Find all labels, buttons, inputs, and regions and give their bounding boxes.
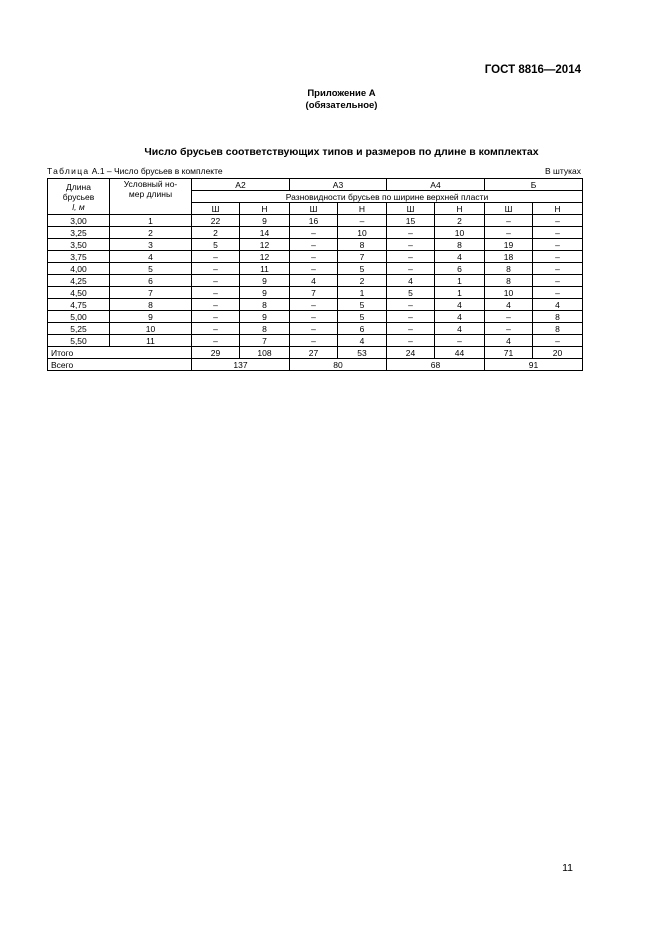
count-cell: – [192,275,240,287]
section-title [0,146,661,158]
count-cell: 16 [290,215,338,227]
count-cell: 7 [240,335,290,347]
standard-code: ГОСТ 8816—2014 [484,64,581,76]
table-row [48,335,583,347]
length-cell: 5,50 [48,335,110,347]
length-cell: 5,25 [48,323,110,335]
count-cell: 4 [290,275,338,287]
count-cell: – [290,323,338,335]
table-caption-prefix: Таблица [47,166,90,176]
count-cell: 1 [338,287,387,299]
number-header [110,179,192,215]
count-cell: – [192,323,240,335]
count-cell: – [290,299,338,311]
count-cell: 12 [240,251,290,263]
length-number-cell: 9 [110,311,192,323]
length-cell: 3,50 [48,239,110,251]
vsego-cell: 137 [192,359,290,371]
count-cell: 1 [435,287,485,299]
table-header-row [48,179,583,191]
count-cell: 4 [485,335,533,347]
itogo-cell: 71 [485,347,533,359]
count-cell: – [533,275,583,287]
vsego-cell: 68 [387,359,485,371]
vsego-label: Всего [48,359,192,371]
count-cell: – [290,239,338,251]
appendix-heading [0,88,661,112]
count-cell: – [533,251,583,263]
length-header-line: Длина [66,181,91,192]
count-cell: 2 [435,215,485,227]
count-cell: 6 [435,263,485,275]
length-number-cell: 8 [110,299,192,311]
group-header-a2: А2 [192,179,290,191]
count-cell: 1 [435,275,485,287]
count-cell: – [387,263,435,275]
table-row [48,239,583,251]
appendix-status: (обязательное) [305,100,378,111]
length-number-cell: 3 [110,239,192,251]
count-cell: 8 [435,239,485,251]
count-cell: – [387,251,435,263]
count-cell: 4 [533,299,583,311]
itogo-row [48,347,583,359]
length-cell: 3,00 [48,215,110,227]
count-cell: 5 [338,299,387,311]
length-number-cell: 11 [110,335,192,347]
page-number: 11 [562,862,573,874]
table-row [48,263,583,275]
table-caption-text: А.1 – Число брусьев в комплекте [89,166,223,176]
count-cell: 8 [338,239,387,251]
count-cell: 14 [240,227,290,239]
length-cell: 3,25 [48,227,110,239]
count-cell: 5 [338,311,387,323]
count-cell: – [192,263,240,275]
count-cell: 6 [338,323,387,335]
count-cell: – [387,323,435,335]
length-number-cell: 6 [110,275,192,287]
itogo-cell: 44 [435,347,485,359]
count-cell: 4 [387,275,435,287]
subcol-header: Н [338,203,387,215]
length-header [48,179,110,215]
vsego-row [48,359,583,371]
count-cell: – [192,251,240,263]
count-cell: 8 [240,299,290,311]
table-units: В штуках [545,166,581,176]
count-cell: – [290,311,338,323]
count-cell: 5 [338,263,387,275]
count-cell: 22 [192,215,240,227]
count-cell: 8 [533,311,583,323]
itogo-cell: 20 [533,347,583,359]
section-title-text: Число брусьев соответствующих типов и размеров по длине в комплектах [144,146,539,158]
number-header-line: Условный но- [123,179,178,189]
count-cell: 8 [533,323,583,335]
count-cell: 9 [240,311,290,323]
group-header-a4: А4 [387,179,485,191]
itogo-cell: 53 [338,347,387,359]
length-number-cell: 4 [110,251,192,263]
count-cell: – [192,335,240,347]
table-row [48,299,583,311]
group-header-a3: А3 [290,179,387,191]
count-cell: 4 [435,323,485,335]
length-cell: 4,25 [48,275,110,287]
length-cell: 4,50 [48,287,110,299]
group-header-b: Б [485,179,583,191]
count-cell: 4 [338,335,387,347]
table-row [48,227,583,239]
count-cell: 10 [435,227,485,239]
itogo-label: Итого [48,347,192,359]
count-cell: 8 [240,323,290,335]
table-row [48,287,583,299]
count-cell: 10 [485,287,533,299]
length-cell: 4,75 [48,299,110,311]
length-number-cell: 1 [110,215,192,227]
count-cell: – [387,335,435,347]
count-cell: – [533,215,583,227]
count-cell: – [533,287,583,299]
count-cell: 18 [485,251,533,263]
length-number-cell: 2 [110,227,192,239]
count-cell: 10 [338,227,387,239]
number-header-line: мер длины [128,189,173,199]
subcol-header: Ш [387,203,435,215]
length-cell: 4,00 [48,263,110,275]
length-number-cell: 5 [110,263,192,275]
count-cell: – [387,227,435,239]
count-cell: 9 [240,287,290,299]
table-row [48,215,583,227]
subcol-header: Н [533,203,583,215]
length-number-cell: 10 [110,323,192,335]
subcol-header: Н [240,203,290,215]
count-cell: 5 [192,239,240,251]
subcol-header: Ш [290,203,338,215]
table-row [48,323,583,335]
itogo-cell: 24 [387,347,435,359]
table-row [48,311,583,323]
subcol-header: Н [435,203,485,215]
count-cell: – [192,311,240,323]
count-cell: 7 [338,251,387,263]
count-cell: 9 [240,215,290,227]
count-cell: 19 [485,239,533,251]
count-cell: – [192,299,240,311]
itogo-cell: 108 [240,347,290,359]
variety-subheader: Разновидности брусьев по ширине верхней пласти [192,191,583,203]
length-cell: 3,75 [48,251,110,263]
count-cell: – [290,227,338,239]
length-cell: 5,00 [48,311,110,323]
vsego-cell: 80 [290,359,387,371]
count-cell: 4 [435,251,485,263]
subcol-header: Ш [485,203,533,215]
count-cell: – [435,335,485,347]
count-cell: – [387,299,435,311]
length-header-line: l, м [72,201,85,212]
count-cell: – [338,215,387,227]
count-cell: 2 [338,275,387,287]
count-cell: – [485,323,533,335]
count-cell: – [387,239,435,251]
table-row [48,275,583,287]
count-cell: – [533,239,583,251]
itogo-cell: 29 [192,347,240,359]
table-row [48,251,583,263]
count-cell: – [485,311,533,323]
count-cell: 4 [435,299,485,311]
count-cell: 8 [485,275,533,287]
count-cell: – [533,263,583,275]
count-cell: – [485,215,533,227]
count-cell: 11 [240,263,290,275]
count-cell: 4 [435,311,485,323]
count-cell: 4 [485,299,533,311]
count-cell: – [533,227,583,239]
count-cell: – [192,287,240,299]
count-cell: – [485,227,533,239]
count-cell: 15 [387,215,435,227]
count-cell: 8 [485,263,533,275]
vsego-cell: 91 [485,359,583,371]
count-cell: – [387,311,435,323]
count-cell: 5 [387,287,435,299]
count-cell: – [290,335,338,347]
count-cell: 9 [240,275,290,287]
count-cell: – [533,335,583,347]
length-header-line: брусьев [62,191,95,202]
subcol-header: Ш [192,203,240,215]
count-cell: 12 [240,239,290,251]
count-cell: 7 [290,287,338,299]
table-caption [47,166,223,176]
length-number-cell: 7 [110,287,192,299]
count-cell: – [290,263,338,275]
itogo-cell: 27 [290,347,338,359]
count-cell: 2 [192,227,240,239]
count-cell: – [290,251,338,263]
appendix-title: Приложение А [307,88,376,99]
bars-count-table [47,178,583,371]
